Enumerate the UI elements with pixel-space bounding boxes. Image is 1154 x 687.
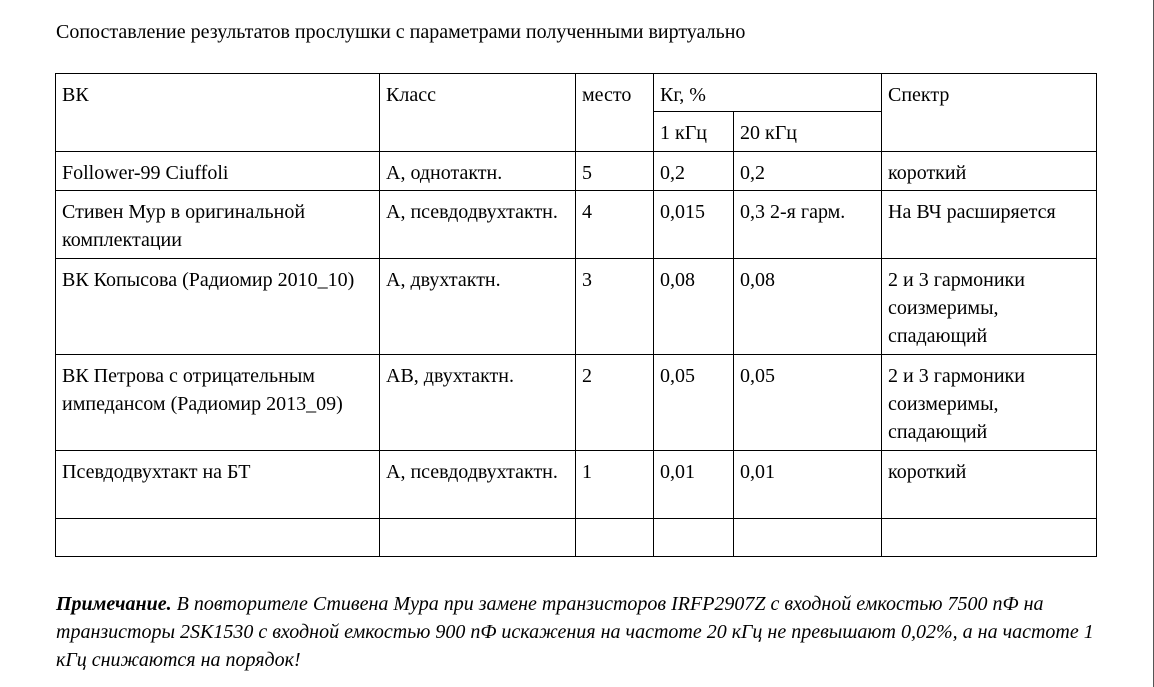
cell-class: А, псевдодвухтактн. xyxy=(380,451,576,519)
cell-spectrum: 2 и 3 гармоники соизмеримы, спадающий xyxy=(882,259,1097,355)
cell-kg-1khz: 0,05 xyxy=(654,355,734,451)
cell-place xyxy=(576,519,654,557)
cell-kg-20khz: 0,2 xyxy=(734,152,882,191)
header-kg: Кг, % xyxy=(654,74,882,112)
cell-place: 4 xyxy=(576,191,654,259)
cell-kg-1khz: 0,08 xyxy=(654,259,734,355)
table-row xyxy=(56,152,1097,191)
header-vk: ВК xyxy=(56,74,380,152)
cell-class xyxy=(380,519,576,557)
header-class: Класс xyxy=(380,74,576,152)
cell-vk: ВК Петрова с отрицательным импедансом (Радиомир 2013_09) xyxy=(56,355,380,451)
table-caption: Сопоставление результатов прослушки с параметрами полученными виртуально xyxy=(56,21,746,43)
cell-vk: Стивен Мур в оригинальной комплектации xyxy=(56,191,380,259)
results-table xyxy=(55,73,1097,557)
note-paragraph xyxy=(56,590,1096,674)
cell-kg-1khz: 0,01 xyxy=(654,451,734,519)
header-spectrum: Спектр xyxy=(882,74,1097,152)
cell-place: 3 xyxy=(576,259,654,355)
cell-place: 2 xyxy=(576,355,654,451)
header-kg-1khz: 1 кГц xyxy=(654,112,734,152)
cell-vk xyxy=(56,519,380,557)
table-row xyxy=(56,191,1097,259)
table-row xyxy=(56,451,1097,519)
cell-kg-20khz: 0,05 xyxy=(734,355,882,451)
header-row xyxy=(56,74,1097,112)
header-place: место xyxy=(576,74,654,152)
cell-kg-20khz: 0,01 xyxy=(734,451,882,519)
cell-kg-20khz xyxy=(734,519,882,557)
note-label: Примечание. xyxy=(56,593,172,615)
cell-spectrum: короткий xyxy=(882,451,1097,519)
cell-spectrum: короткий xyxy=(882,152,1097,191)
table-row xyxy=(56,259,1097,355)
note-text: В повторителе Стивена Мура при замене транзисторов IRFP2907Z с входной емкостью 7500 пФ на транзисторы 2SK1530 с входной емкостью 900 пФ искажения на частоте 20 кГц не превышают 0,02%, а на частоте 1 кГц снижаются на порядок! xyxy=(56,593,1094,671)
cell-vk: Follower-99 Ciuffoli xyxy=(56,152,380,191)
cell-vk: Псевдодвухтакт на БТ xyxy=(56,451,380,519)
cell-kg-1khz: 0,015 xyxy=(654,191,734,259)
cell-kg-1khz xyxy=(654,519,734,557)
cell-spectrum xyxy=(882,519,1097,557)
cell-spectrum: 2 и 3 гармоники соизмеримы, спадающий xyxy=(882,355,1097,451)
cell-class: А, двухтактн. xyxy=(380,259,576,355)
cell-kg-20khz: 0,08 xyxy=(734,259,882,355)
cell-place: 1 xyxy=(576,451,654,519)
cell-place: 5 xyxy=(576,152,654,191)
cell-kg-20khz: 0,3 2-я гарм. xyxy=(734,191,882,259)
cell-kg-1khz: 0,2 xyxy=(654,152,734,191)
cell-vk: ВК Копысова (Радиомир 2010_10) xyxy=(56,259,380,355)
cell-spectrum: На ВЧ расширяется xyxy=(882,191,1097,259)
cell-class: А, псевдодвухтактн. xyxy=(380,191,576,259)
cell-class: АВ, двухтактн. xyxy=(380,355,576,451)
cell-class: А, однотактн. xyxy=(380,152,576,191)
header-kg-20khz: 20 кГц xyxy=(734,112,882,152)
table-row-empty xyxy=(56,519,1097,557)
table-row xyxy=(56,355,1097,451)
